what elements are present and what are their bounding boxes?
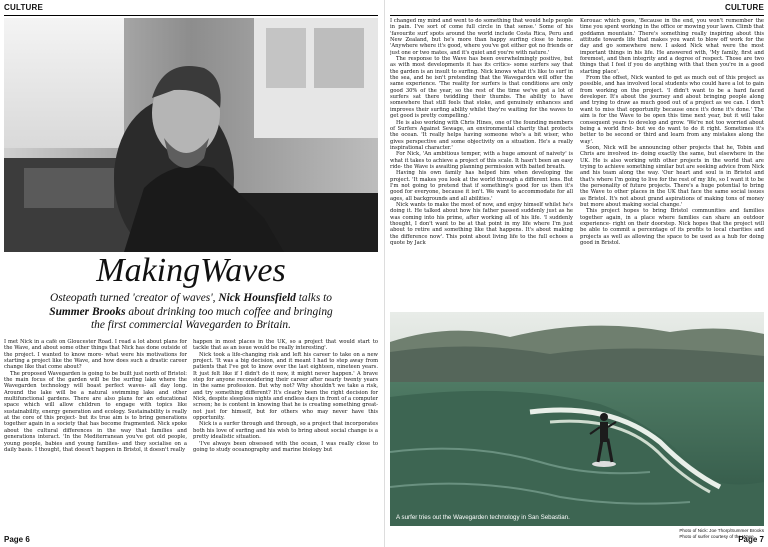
body-column-4 <box>580 18 764 308</box>
page-gutter <box>384 0 385 547</box>
body-column-1 <box>4 339 187 535</box>
section-label-left: CULTURE <box>4 3 44 12</box>
paragraph: Nick is a surfer through and through, so a project that incorporates both his love of surfing and his wish to bring about social change is a pretty idealistic situation. <box>193 421 378 441</box>
header-rule-right <box>390 15 764 16</box>
paragraph: The proposed Wavegarden is going to be built just north of Bristol: the main focus of the garden will be the surfing lake where the Wavegarden technology will boast perfect waves- all day long. Around the lake will be a natural swimming lake and other multifunctional gardens. There are also plans for an educational space which will allow children to engage with topics like sustainability, energy generation and ecology. Sustainability is really at the core of this project- but its true aim is to bring generations together again in a society that has become fragmented. Nick spoke about the cultural differences in the way that families and generations interact. 'In the Mediterranean you've got old people, young people, babies and young families- and they socialise on a daily basis. I thought, that doesn't happen in Bristol, it doesn't really <box>4 370 187 453</box>
paragraph: I met Nick in a café on Gloucester Road. I read a lot about plans for the Wave, and about some other things that Nick has done outside of the project. I wanted to know more- what were his motivations for starting a project like the Wave, and how does such a drastic career change like that come about? <box>4 339 187 371</box>
paragraph: This project hopes to bring Bristol communities and families together again, in a place where families can share an outdoor experience- right on their doorstep. Nick hopes that the project will be able to commit a percentage of its profits to local charities and projects as well as allowing the space to be used as a hub for doing good in Bristol. <box>580 208 764 247</box>
interviewee-name: Nick Hounsfield <box>218 292 296 304</box>
page-number-right: Page 7 <box>738 535 764 544</box>
paragraph: Nick wants to make the most of now, and enjoy himself whilst he's doing it. He talked about how his father passed suddenly just as he was coming into his prime, after working all of his life. 'I suddenly thought, I don't want to be at that point in my life where I'm just about to retire and something like that happens. It's about making the difference now'. This point about living life to the full echoes a quote by Jack <box>390 201 573 247</box>
paragraph: 'I've always been obsessed with the ocean, I was really close to going to study oceanography and marine biology but <box>193 440 378 453</box>
portrait-photo <box>4 18 378 252</box>
standfirst-part: Osteopath turned 'creator of waves', <box>50 292 219 304</box>
paragraph: I changed my mind and went to do something that would help people in pain. I've sort of come full circle in that sense.' Some of his 'favourite surf spots around the world include Costa Rica, Peru and New Zealand, but he's more than happy surfing close to home. 'Anywhere where it's good, where you've got either got no friends or just one or two mates, and it's quiet and you're with nature.' <box>390 18 573 56</box>
header-rule-left <box>4 15 378 16</box>
body-column-2 <box>193 339 378 535</box>
standfirst-part: talks to <box>295 292 332 304</box>
credit-line: Photo of surfer courtesy of the Wave <box>679 533 754 539</box>
standfirst-emphasis: first <box>107 319 127 331</box>
paragraph: For Nick, 'An ambitious temper, with a huge amount of naivety' is what it takes to achieve a project of this scale. It hasn't been an easy ride- the Wave is awaiting planning permission with baited breath. <box>390 151 573 170</box>
section-label-right: CULTURE <box>724 3 764 12</box>
paragraph: Soon, Nick will be announcing other projects that he, Tobin and Chris are involved in- doing exactly the same, but elsewhere in the UK. He is also working with other projects in the world that are trying to achieve something similar but are seeking advice from Nick and his team along the way. 'Our heart and soul is in Bristol and that's where I'm going to live for the rest of my life, so I want it to be the personality of future projects. There's a huge potential to bring the Wave to other places in the UK that face the same social issues as Bristol. It's not about grand aspirations of making tons of money but more about making social change.' <box>580 144 764 208</box>
article-standfirst <box>44 292 338 333</box>
paragraph: The response to the Wave has been overwhelmingly positive, but as with most developments it has its critics- some surfers say that the garden is an insult to surfing. Nick knows what it's like to surf in the sea, and he isn't pretending that the Wavegarden will offer the same experience. 'The reality for surfers is that conditions are only good 30% of the year, so the rest of the time we've got a lot of surfers sat there twiddling their thumbs. The ability to have somewhere that still feels that stoke, and genuinely enhances and improves their surfing ability whilst they're waiting for the waves to get good is pretty compelling.' <box>390 56 573 120</box>
paragraph: From the offset, Nick wanted to get as much out of this project as possible, and has involved local students who could have a lot to gain from working on the project. 'I didn't want to be a hard faced developer. It's about the journey and about bringing people along and trying to draw as much good out of a project as we can. I don't want to miss that opportunity because once it's done it's done.' The aim is for the Wave to be open this time next year, but it will take consequent years to develop and grow. 'We're not too worried about being a world first- but we do want to do it right. Sometimes it's better to be second or third and learn from any mistakes along the way'. <box>580 75 764 145</box>
standfirst-part: commercial Wavegarden to Britain. <box>126 319 291 331</box>
page-number-left: Page 6 <box>4 535 30 544</box>
paragraph: Having his own family has helped him when developing the project. 'It makes you look at the world through a different lens. But I'm not going to pretend that if something's good for us then it's good for everyone, because it isn't. We want to accommodate for all ages, all backgrounds and all abilities.' <box>390 170 573 202</box>
paragraph: happen in most places in the UK, so a project that would start to tackle that as an issue would be really interesting'. <box>193 339 378 352</box>
author-name: Summer Brooks <box>49 305 126 318</box>
paragraph: He is also working with Chris Hines, one of the founding members of Surfers Against Sewage, an environmental charity that protects the ocean. 'It really helps having someone who's a bit wiser, who gives perspective and some objectivity on a situation. He's a really inspirational character.' <box>390 119 573 151</box>
body-column-3 <box>390 18 573 308</box>
photo-caption: A surfer tries out the Wavegarden technology in San Sebastian. <box>396 514 570 521</box>
credit-line: Photo of Nick: Joe Thorp/Summer Brooks <box>679 528 764 533</box>
article-title: MakingWaves <box>96 252 286 289</box>
paragraph: Nick took a life-changing risk and left his career to take on a new project. 'It was a big decision, and it meant I had to step away from patients that I've got to know over the last eighteen, nineteen years. It just felt like if I didn't do it now, it might never happen.' A brave step for anyone reconsidering their career after nearly twenty years in the same profession. But why not? Why shouldn't we take a risk, and try something different? It's clearly been the right decision for Nick, despite sleepless nights and endless days in front of a computer screen; he is content in knowing that he is creating something great- not just for himself, but for others who may never have this opportunity. <box>193 351 378 422</box>
surfer-photo <box>390 312 764 526</box>
paragraph: Kerouac which goes, 'Because in the end, you won't remember the time you spent working in the office or mowing your lawn. Climb that goddamn mountain.' There's something really inspiring about this attitude towards life that makes you want to blow off work for the day and go somewhere new. I asked Nick what were the most important things in his life. He answered with, 'My family, first and foremost, and then integrity and a degree of respect. Those are two things that I feel if you do anything with that then you're in a good starting place'. <box>580 18 764 75</box>
standfirst-part: about drinking too much coffee and bringing the <box>91 305 333 331</box>
